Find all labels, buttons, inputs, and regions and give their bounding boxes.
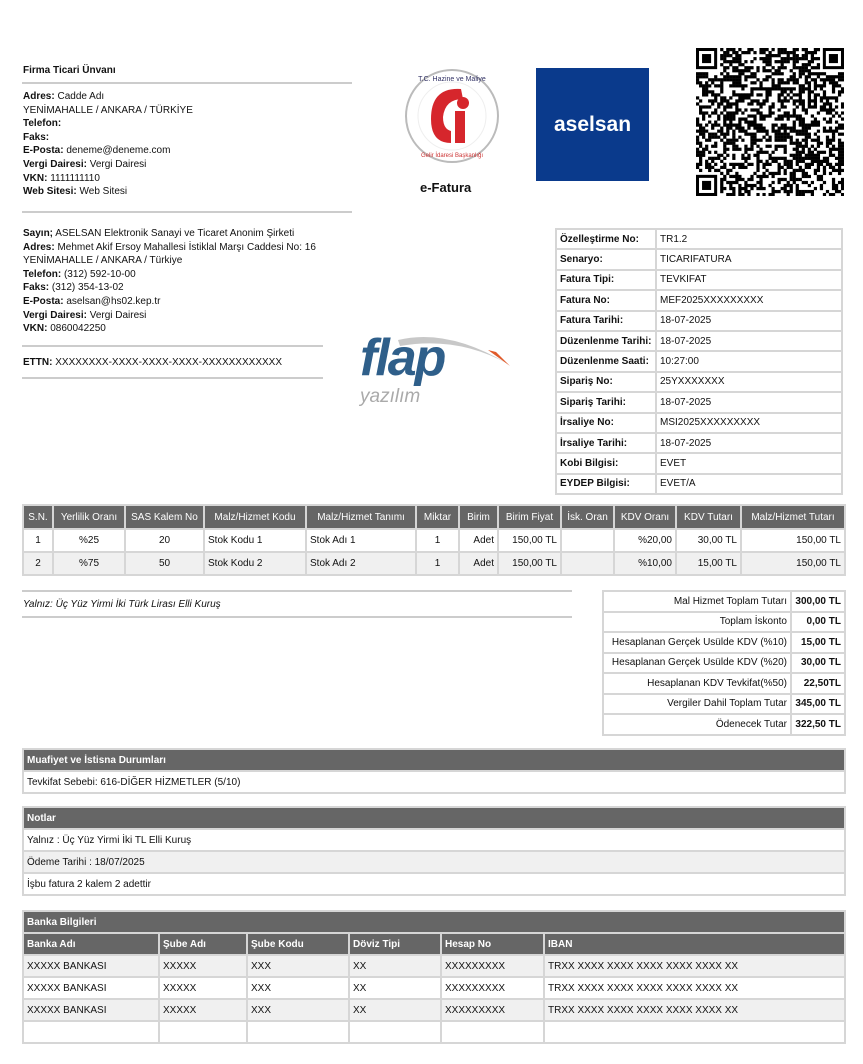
table-cell: Stok Adı 2 bbox=[306, 552, 416, 575]
info-row bbox=[556, 372, 842, 392]
info-value: TEVKIFAT bbox=[656, 270, 842, 290]
info-line: Telefon: bbox=[23, 118, 62, 130]
total-label: Hesaplanan Gerçek Usülde KDV (%10) bbox=[603, 632, 791, 653]
total-value: 22,50TL bbox=[791, 673, 845, 694]
info-line: Vergi Dairesi: Vergi Dairesi bbox=[23, 158, 147, 170]
column-header: Döviz Tipi bbox=[349, 933, 441, 955]
column-header: Birim bbox=[459, 505, 498, 529]
info-row bbox=[556, 270, 842, 290]
column-header: Malz/Hizmet Tutarı bbox=[741, 505, 845, 529]
column-header: Malz/Hizmet Tanımı bbox=[306, 505, 416, 529]
table-cell bbox=[159, 1021, 247, 1043]
info-line: YENİMAHALLE / ANKARA / Türkiye bbox=[23, 255, 183, 267]
table-cell: XXXXX BANKASI bbox=[23, 999, 159, 1021]
total-label: Mal Hizmet Toplam Tutarı bbox=[603, 591, 791, 612]
info-row bbox=[556, 453, 842, 473]
info-line: Faks: (312) 354-13-02 bbox=[23, 282, 124, 294]
total-row bbox=[603, 714, 845, 735]
info-value: MEF2025XXXXXXXXX bbox=[656, 290, 842, 310]
column-header: KDV Tutarı bbox=[676, 505, 741, 529]
table-cell: XX bbox=[349, 999, 441, 1021]
table-cell: 20 bbox=[125, 529, 204, 552]
section-title: Muafiyet ve İstisna Durumları bbox=[23, 749, 845, 771]
table-cell: TRXX XXXX XXXX XXXX XXXX XXXX XX bbox=[544, 999, 845, 1021]
svg-text:T.C. Hazine ve Maliye: T.C. Hazine ve Maliye bbox=[418, 76, 486, 83]
info-label: İrsaliye No: bbox=[556, 413, 656, 433]
column-header: Şube Adı bbox=[159, 933, 247, 955]
table-cell: Stok Kodu 2 bbox=[204, 552, 306, 575]
table-cell: 150,00 TL bbox=[498, 552, 561, 575]
info-row bbox=[556, 290, 842, 310]
aselsan-logo: aselsan bbox=[536, 68, 649, 181]
info-label: Fatura No: bbox=[556, 290, 656, 310]
info-line: Adres: Cadde Adı bbox=[23, 91, 105, 102]
total-value: 322,50 TL bbox=[791, 714, 845, 735]
table-cell: XXX bbox=[247, 999, 349, 1021]
table-cell bbox=[544, 1021, 845, 1043]
total-row bbox=[603, 632, 845, 653]
totals-table bbox=[602, 590, 846, 736]
info-row bbox=[556, 311, 842, 331]
info-line: E-Posta: aselsan@hs02.kep.tr bbox=[23, 295, 161, 307]
table-row bbox=[23, 955, 845, 977]
efatura-label: e-Fatura bbox=[420, 180, 472, 195]
info-value: 25YXXXXXXX bbox=[656, 372, 842, 392]
info-line: Sayın; ASELSAN Elektronik Sanayi ve Ticaret Anonim Şirketi bbox=[23, 228, 295, 239]
table-row bbox=[23, 999, 845, 1021]
table-cell: %75 bbox=[53, 552, 125, 575]
info-label: İrsaliye Tarihi: bbox=[556, 433, 656, 453]
gib-logo bbox=[403, 67, 501, 165]
divider bbox=[22, 590, 572, 592]
column-header: S.N. bbox=[23, 505, 53, 529]
column-header: IBAN bbox=[544, 933, 845, 955]
info-line: VKN: 0860042250 bbox=[23, 323, 106, 335]
column-header: KDV Oranı bbox=[614, 505, 676, 529]
info-row bbox=[556, 249, 842, 269]
table-row bbox=[23, 977, 845, 999]
column-header: Yerlilik Oranı bbox=[53, 505, 125, 529]
total-row bbox=[603, 612, 845, 633]
total-value: 300,00 TL bbox=[791, 591, 845, 612]
info-label: Düzenlenme Tarihi: bbox=[556, 331, 656, 351]
table-cell: %20,00 bbox=[614, 529, 676, 552]
info-value: 10:27:00 bbox=[656, 351, 842, 371]
info-value: EVET/A bbox=[656, 474, 842, 494]
total-value: 0,00 TL bbox=[791, 612, 845, 633]
total-label: Hesaplanan KDV Tevkifat(%50) bbox=[603, 673, 791, 694]
info-label: EYDEP Bilgisi: bbox=[556, 474, 656, 494]
table-cell: 150,00 TL bbox=[498, 529, 561, 552]
svg-text:Gelir İdaresi Başkanlığı: Gelir İdaresi Başkanlığı bbox=[420, 153, 484, 159]
table-cell bbox=[349, 1021, 441, 1043]
section-text: Yalnız : Üç Yüz Yirmi İki TL Elli Kuruş bbox=[23, 829, 845, 851]
table-cell: Adet bbox=[459, 552, 498, 575]
divider bbox=[22, 82, 352, 84]
info-label: Kobi Bilgisi: bbox=[556, 453, 656, 473]
table-cell bbox=[561, 529, 614, 552]
column-header: Birim Fiyat bbox=[498, 505, 561, 529]
table-cell: TRXX XXXX XXXX XXXX XXXX XXXX XX bbox=[544, 977, 845, 999]
table-cell: XX bbox=[349, 977, 441, 999]
total-label: Ödenecek Tutar bbox=[603, 714, 791, 735]
table-cell: 1 bbox=[416, 552, 459, 575]
section-text: Tevkifat Sebebi: 616-DİĞER HİZMETLER (5/10) bbox=[23, 771, 845, 793]
total-value: 345,00 TL bbox=[791, 694, 845, 715]
column-header: İsk. Oran bbox=[561, 505, 614, 529]
info-line: YENİMAHALLE / ANKARA / TÜRKİYE bbox=[23, 104, 193, 116]
table-cell: 50 bbox=[125, 552, 204, 575]
total-row bbox=[603, 653, 845, 674]
info-label: Özelleştirme No: bbox=[556, 229, 656, 249]
divider bbox=[22, 377, 323, 379]
info-line: Faks: bbox=[23, 131, 50, 143]
divider bbox=[22, 345, 323, 347]
invoice-info-table bbox=[555, 228, 843, 495]
table-cell: 30,00 TL bbox=[676, 529, 741, 552]
items-table bbox=[22, 504, 846, 576]
column-header: Malz/Hizmet Kodu bbox=[204, 505, 306, 529]
info-line: Web Sitesi: Web Sitesi bbox=[23, 186, 128, 198]
table-cell: XXXXXXXXX bbox=[441, 977, 544, 999]
amount-in-words: Yalnız: Üç Yüz Yirmi İki Türk Lirası Elli Kuruş bbox=[23, 599, 221, 610]
total-label: Toplam İskonto bbox=[603, 612, 791, 633]
info-label: Sipariş No: bbox=[556, 372, 656, 392]
info-label: Fatura Tipi: bbox=[556, 270, 656, 290]
qr-code bbox=[696, 48, 844, 196]
column-header: SAS Kalem No bbox=[125, 505, 204, 529]
bank-section bbox=[22, 910, 846, 1044]
section-row bbox=[23, 851, 845, 873]
flap-logo: flap yazılım bbox=[358, 322, 518, 412]
table-cell: Stok Kodu 1 bbox=[204, 529, 306, 552]
buyer-info bbox=[23, 227, 316, 336]
table-cell: TRXX XXXX XXXX XXXX XXXX XXXX XX bbox=[544, 955, 845, 977]
table-cell: 1 bbox=[416, 529, 459, 552]
info-row bbox=[556, 433, 842, 453]
table-cell: %10,00 bbox=[614, 552, 676, 575]
info-row bbox=[556, 413, 842, 433]
table-row bbox=[23, 1021, 845, 1043]
table-cell: XXXXX BANKASI bbox=[23, 955, 159, 977]
section-text: İşbu fatura 2 kalem 2 adettir bbox=[23, 873, 845, 895]
table-cell: XXX bbox=[247, 977, 349, 999]
total-row bbox=[603, 591, 845, 612]
info-line: Telefon: (312) 592-10-00 bbox=[23, 268, 136, 280]
column-header: Hesap No bbox=[441, 933, 544, 955]
total-label: Hesaplanan Gerçek Usülde KDV (%20) bbox=[603, 653, 791, 674]
section-text: Ödeme Tarihi : 18/07/2025 bbox=[23, 851, 845, 873]
table-cell: Adet bbox=[459, 529, 498, 552]
info-label: Senaryo: bbox=[556, 249, 656, 269]
info-row bbox=[556, 351, 842, 371]
column-header: Miktar bbox=[416, 505, 459, 529]
table-cell bbox=[441, 1021, 544, 1043]
info-row bbox=[556, 392, 842, 412]
table-cell bbox=[247, 1021, 349, 1043]
table-cell: 2 bbox=[23, 552, 53, 575]
info-value: 18-07-2025 bbox=[656, 433, 842, 453]
info-label: Sipariş Tarihi: bbox=[556, 392, 656, 412]
table-cell: XXXXXXXXX bbox=[441, 955, 544, 977]
section-row bbox=[23, 771, 845, 793]
total-label: Vergiler Dahil Toplam Tutar bbox=[603, 694, 791, 715]
table-cell: 150,00 TL bbox=[741, 529, 845, 552]
table-cell: XXXXX bbox=[159, 977, 247, 999]
table-cell bbox=[23, 1021, 159, 1043]
table-cell: XXXXX bbox=[159, 955, 247, 977]
info-value: 18-07-2025 bbox=[656, 392, 842, 412]
info-value: 18-07-2025 bbox=[656, 331, 842, 351]
total-row bbox=[603, 694, 845, 715]
info-line: E-Posta: deneme@deneme.com bbox=[23, 145, 171, 157]
column-header: Şube Kodu bbox=[247, 933, 349, 955]
info-row bbox=[556, 229, 842, 249]
seller-title: Firma Ticari Ünvanı bbox=[23, 65, 116, 76]
table-cell: XXXXX BANKASI bbox=[23, 977, 159, 999]
table-cell: 1 bbox=[23, 529, 53, 552]
info-row bbox=[556, 474, 842, 494]
info-label: Düzenlenme Saati: bbox=[556, 351, 656, 371]
ettn: ETTN: XXXXXXXX-XXXX-XXXX-XXXX-XXXXXXXXXXXX bbox=[23, 357, 282, 368]
info-value: MSI2025XXXXXXXXX bbox=[656, 413, 842, 433]
table-cell: Stok Adı 1 bbox=[306, 529, 416, 552]
column-header: Banka Adı bbox=[23, 933, 159, 955]
info-value: TICARIFATURA bbox=[656, 249, 842, 269]
info-label: Fatura Tarihi: bbox=[556, 311, 656, 331]
info-value: TR1.2 bbox=[656, 229, 842, 249]
section-row bbox=[23, 873, 845, 895]
table-cell: 150,00 TL bbox=[741, 552, 845, 575]
info-line: Vergi Dairesi: Vergi Dairesi bbox=[23, 309, 147, 321]
table-cell: XXX bbox=[247, 955, 349, 977]
total-value: 15,00 TL bbox=[791, 632, 845, 653]
divider bbox=[22, 211, 352, 213]
table-cell: %25 bbox=[53, 529, 125, 552]
table-row bbox=[23, 552, 845, 575]
table-cell bbox=[561, 552, 614, 575]
section-title: Notlar bbox=[23, 807, 845, 829]
section-title: Banka Bilgileri bbox=[23, 911, 845, 933]
info-value: 18-07-2025 bbox=[656, 311, 842, 331]
total-row bbox=[603, 673, 845, 694]
section-row bbox=[23, 829, 845, 851]
divider bbox=[22, 616, 572, 618]
notes-section bbox=[22, 806, 846, 896]
info-value: EVET bbox=[656, 453, 842, 473]
exemption-section bbox=[22, 748, 846, 794]
info-line: Adres: Mehmet Akif Ersoy Mahallesi İstiklal Marşı Caddesi No: 16 bbox=[23, 241, 316, 253]
seller-info bbox=[23, 90, 193, 199]
table-cell: XXXXXXXXX bbox=[441, 999, 544, 1021]
info-line: VKN: 1111111110 bbox=[23, 172, 100, 184]
info-row bbox=[556, 331, 842, 351]
table-cell: XXXXX bbox=[159, 999, 247, 1021]
total-value: 30,00 TL bbox=[791, 653, 845, 674]
table-row bbox=[23, 529, 845, 552]
table-cell: XX bbox=[349, 955, 441, 977]
table-cell: 15,00 TL bbox=[676, 552, 741, 575]
